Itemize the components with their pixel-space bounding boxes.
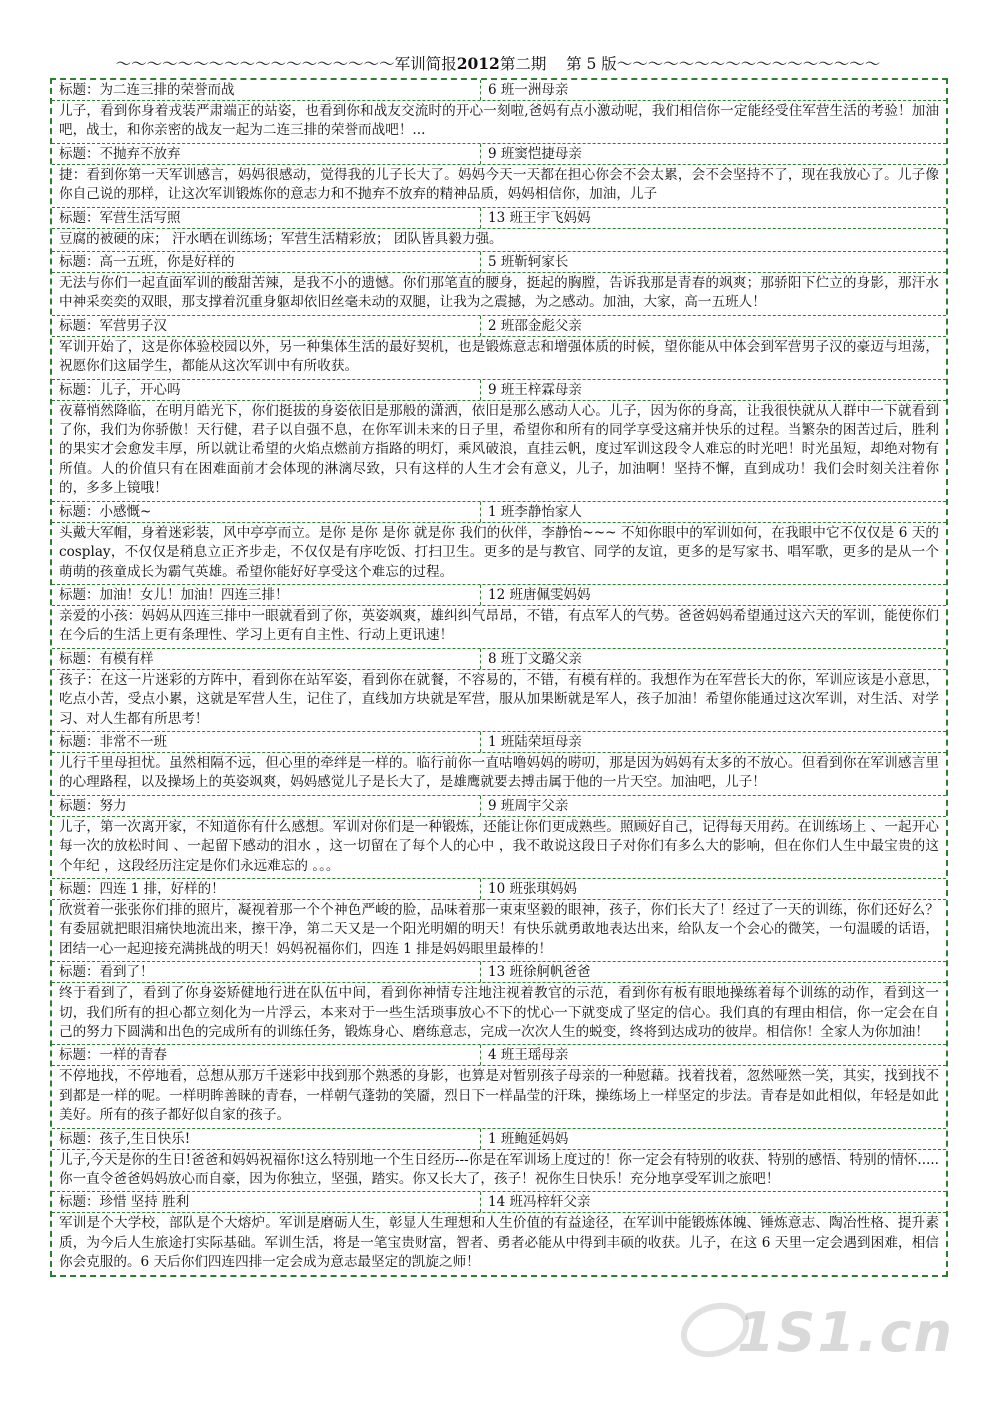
message-header-row bbox=[52, 144, 946, 165]
message-entry bbox=[52, 1129, 946, 1193]
header-right-decoration: ～～～～～～～～～～～～～～～～～ bbox=[616, 55, 881, 73]
message-header-row bbox=[52, 502, 946, 523]
message-entry bbox=[52, 796, 946, 879]
message-author: 9 班王梓霖母亲 bbox=[488, 381, 582, 398]
message-entry bbox=[52, 585, 946, 649]
message-author: 1 班陆荣垣母亲 bbox=[488, 733, 582, 750]
message-entry bbox=[52, 1192, 946, 1274]
page-header bbox=[48, 52, 948, 76]
message-author: 1 班李静怡家人 bbox=[488, 503, 582, 520]
message-entry bbox=[52, 649, 946, 732]
message-body: 儿子,今天是你的生日!爸爸和妈妈祝福你!这么特别地一个生日经历---你是在军训场上度过的！你一定会有特别的收获、特别的感悟、特别的情怀.....你一直令爸爸妈妈放心而自豪，因为你独立，坚强，踏实。你又长大了，孩子！祝你生日快乐！充分地享受军训之旅吧！ bbox=[59, 1151, 939, 1188]
message-header-row bbox=[52, 879, 946, 900]
message-header-row bbox=[52, 80, 946, 101]
message-header-row bbox=[52, 208, 946, 229]
message-entry bbox=[52, 252, 946, 316]
message-author: 9 班窦恺捷母亲 bbox=[488, 145, 582, 162]
header-title-prefix: 军训简报 bbox=[394, 55, 457, 73]
message-entry bbox=[52, 144, 946, 208]
header-page-number: 第 5 版 bbox=[566, 55, 617, 73]
message-title: 标题：四连 1 排，好样的！ bbox=[52, 879, 481, 899]
message-title: 标题：努力 bbox=[52, 796, 481, 816]
message-header-row bbox=[52, 962, 946, 983]
message-header-row bbox=[52, 796, 946, 817]
message-body: 亲爱的小孩：妈妈从四连三排中一眼就看到了你，英姿飒爽，雄纠纠气昂昂，不错，有点军人的气势。爸爸妈妈希望通过这六天的军训，能使你们在今后的生活上更有条理性、学习上更有自主性、行动上更讯速！ bbox=[59, 607, 939, 644]
message-body: 终于看到了，看到了你身姿矫健地行进在队伍中间，看到你神情专注地注视着教官的示范，看到你有板有眼地操练着每个训练的动作，看到这一切，我们所有的担心都立刻化为一片浮云，本来对于一些生活琐事放心不下的忧心一下就变成了坚定的信心。我们真的有理由相信，你一定会在自己的努力下圆满和出色的完成所有的训练任务，锻炼身心、磨练意志，完成一次次人生的蜕变，终将到达成功的彼岸。相信你！全家人为你加油！ bbox=[59, 985, 939, 1040]
message-header-row bbox=[52, 1045, 946, 1066]
message-author: 13 班徐舸帆爸爸 bbox=[488, 964, 591, 981]
message-entry bbox=[52, 316, 946, 380]
message-body: 捷：看到你第一天军训感言，妈妈很感动，觉得我的儿子长大了。妈妈今天一天都在担心你会不会太累，会不会坚持不了，现在我放心了。儿子像你自己说的那样，让这次军训锻炼你的意志力和不抛弃不放弃的精神品质，妈妈相信你，加油，儿子 bbox=[59, 166, 939, 203]
message-entry bbox=[52, 962, 946, 1045]
message-title: 标题：儿子，开心吗 bbox=[52, 380, 481, 400]
message-header-row bbox=[52, 649, 946, 670]
message-body: 豆腐的被硬的床； 汗水晒在训练场；军营生活精彩放； 团队皆具毅力强。 bbox=[59, 230, 503, 247]
message-body: 无法与你们一起直面军训的酸甜苦辣，是我不小的遗憾。你们那笔直的腰身，挺起的胸膛，告诉我那是青春的飒爽；那骄阳下伫立的身影，那汗水中神采奕奕的双眼，那支撑着沉重身躯却依旧丝毫未动的双腿，让我为之震撼，为之感动。加油，大家，高一五班人！ bbox=[59, 275, 939, 311]
message-author: 6 班一洲母亲 bbox=[488, 82, 569, 98]
message-entry bbox=[52, 380, 946, 502]
message-body: 儿子，第一次离开家，不知道你有什么感想。军训对你们是一种锻炼，还能让你们更成熟些。照顾好自己，记得每天用药。在训练场上 、一起开心每一次的放松时间 、一起留下感动的泪水 ，这一切留在了每个人的心中 ，我不敢说这段日子对你们有多么大的影响，但在你们人生中最宝贵的这个年纪 ，这段经历注定是你们永远难忘的 。。。 bbox=[59, 818, 939, 874]
message-entry bbox=[52, 879, 946, 962]
message-title: 标题：有模有样 bbox=[52, 649, 481, 669]
message-body: 不停地找，不停地看，总想从那万千迷彩中找到那个熟悉的身影，也算是对暂别孩子母亲的一种慰藉。找着找着，忽然哑然一笑，其实，找到找不到都是一样的呢。一样明眸善睐的青春，一样朝气蓬勃的笑靥，烈日下一样晶莹的汗珠，操练场上一样坚定的步法。青春是如此相似，年轻是如此美好。所有的孩子都好似自家的孩子。 bbox=[59, 1068, 939, 1124]
message-body: 欣赏着一张张你们排的照片，凝视着那一个个神色严峻的脸，品味着那一束束坚毅的眼神，孩子，你们长大了！经过了一天的训练，你们还好么？有委屈就把眼泪痛快地流出来，擦干净，第二天又是一个阳光明媚的明天！有快乐就勇敢地表达出来，给队友一个会心的微笑，一句温暖的话语，团结一心一起迎接充满挑战的明天！妈妈祝福你们，四连 1 排是妈妈眼里最棒的！ bbox=[59, 901, 939, 957]
message-entry bbox=[52, 208, 946, 252]
message-title: 标题：为二连三排的荣誉而战 bbox=[52, 80, 481, 100]
header-issue: 第二期 bbox=[499, 55, 547, 73]
message-title: 标题：加油！女儿！加油！四连三排！ bbox=[52, 585, 481, 605]
message-author: 14 班冯梓轩父亲 bbox=[488, 1194, 591, 1211]
header-year: 2012 bbox=[456, 54, 500, 73]
message-title: 标题：不抛弃不放弃 bbox=[52, 144, 481, 164]
message-table bbox=[50, 78, 948, 1277]
message-entry bbox=[52, 80, 946, 144]
message-body: 军训是个大学校，部队是个大熔炉。军训是磨砺人生，彰显人生理想和人生价值的有益途径，在军训中能锻炼体魄、锤炼意志、陶冶性格、提升素质，为今后人生旅途打实际基础。军训生活，将是一笔宝贵财富，智者、勇者必能从中得到丰硕的收获。儿子，在这 6 天里一定会遇到困难，相信你会克服的。6 天后你们四连四排一定会成为意志最坚定的凯旋之师！ bbox=[59, 1215, 939, 1271]
message-body: 儿子，看到你身着戎装严肃端正的站姿，也看到你和战友交流时的开心一刻啦,爸妈有点小激动呢，我们相信你一定能经受住军营生活的考验！加油吧，战士，和你亲密的战友一起为二连三排的荣誉而战吧！... bbox=[59, 103, 939, 139]
message-author: 5 班靳轲家长 bbox=[488, 254, 569, 271]
header-left-decoration: ～～～～～～～～～～～～～～～～～～ bbox=[115, 55, 395, 73]
message-title: 标题：孩子,生日快乐! bbox=[52, 1129, 481, 1149]
message-entry bbox=[52, 502, 946, 585]
message-title: 标题：看到了！ bbox=[52, 962, 481, 982]
message-header-row bbox=[52, 252, 946, 273]
message-author: 2 班邵金彪父亲 bbox=[488, 317, 582, 334]
message-author: 10 班张琪妈妈 bbox=[488, 880, 577, 897]
message-header-row bbox=[52, 585, 946, 606]
message-entry bbox=[52, 1045, 946, 1128]
message-body: 头戴大军帽，身着迷彩装，风中亭亭而立。是你 是你 是你 就是你 我们的伙伴，李静怡~~~ 不知你眼中的军训如何，在我眼中它不仅仅是 6 天的 cosplay，不仅仅是稍息立正齐步走，不仅仅是有序吃饭、打扫卫生。更多的是与教官、同学的友谊，更多的是写家书、唱军歌，更多的是从一个萌萌的孩童成长为霸气英雄。希望你能好好享受这个难忘的过程。 bbox=[59, 524, 939, 580]
message-entry bbox=[52, 732, 946, 796]
message-author: 4 班王瑶母亲 bbox=[488, 1047, 569, 1064]
message-title: 标题：一样的青春 bbox=[52, 1045, 481, 1065]
message-body: 军训开始了，这是你体验校园以外，另一种集体生活的最好契机，也是锻炼意志和增强体质的时候，望你能从中体会到军营男子汉的豪迈与坦荡，祝愿你们这届学生，都能从这次军训中有所收获。 bbox=[59, 338, 939, 375]
message-header-row bbox=[52, 1192, 946, 1213]
message-header-row bbox=[52, 732, 946, 753]
message-body: 儿行千里母担忧。虽然相隔不远，但心里的牵绊是一样的。临行前你一直咕噜妈妈的唠叨，那是因为妈妈有太多的不放心。但看到你在军训感言里的心理路程，以及操场上的英姿飒爽，妈妈感觉儿子是长大了，是雄鹰就要去搏击属于他的一片天空。加油吧，儿子！ bbox=[59, 754, 939, 791]
message-title: 标题：军营生活写照 bbox=[52, 208, 481, 228]
watermark: 1S1.cn bbox=[736, 1301, 954, 1364]
message-title: 标题：高一五班，你是好样的 bbox=[52, 252, 481, 272]
message-author: 8 班丁文璐父亲 bbox=[488, 650, 582, 667]
message-title: 标题：非常不一班 bbox=[52, 732, 481, 752]
message-header-row bbox=[52, 1129, 946, 1150]
message-body: 孩子：在这一片迷彩的方阵中，看到你在站军姿，看到你在就餐，不容易的，不错，有模有样的。我想作为在军营长大的你，军训应该是小意思，吃点小苦，受点小累，这就是军营人生，记住了，直线加方块就是军营，服从加果断就是军人，孩子加油！希望你能通过这次军训，对生活、对学习、对人生都有所思考！ bbox=[59, 671, 939, 727]
message-title: 标题：珍惜 坚持 胜利 bbox=[52, 1192, 481, 1212]
message-title: 标题：军营男子汉 bbox=[52, 316, 481, 336]
message-author: 9 班周宇父亲 bbox=[488, 797, 569, 814]
message-author: 12 班唐佩雯妈妈 bbox=[488, 586, 591, 603]
message-author: 1 班鲍延妈妈 bbox=[488, 1130, 569, 1147]
message-header-row bbox=[52, 316, 946, 337]
message-body: 夜幕悄然降临，在明月皓光下，你们挺拔的身姿依旧是那般的潇洒，依旧是那么感动人心。儿子，因为你的身高，让我很快就从人群中一下就看到了你，我们为你骄傲！天行健，君子以自强不息，在你军训未来的日子里，希望你和所有的同学享受这痛并快乐的过程。当繁杂的困苦过后，胜利的果实才会愈发丰厚，所以就让希望的火焰点燃前方指路的明灯，乘风破浪，直挂云帆，度过军训这段令人难忘的时光吧！时光虽短，却绝对物有所值。人的价值只有在困难面前才会体现的淋漓尽致，只有这样的人生才会有意义，儿子，加油啊！坚持不懈，直到成功！我们会时刻关注着你的，多多上镜哦！ bbox=[59, 402, 939, 497]
message-header-row bbox=[52, 380, 946, 401]
message-title: 标题：小感慨~ bbox=[52, 502, 481, 522]
message-author: 13 班王宇飞妈妈 bbox=[488, 209, 591, 226]
